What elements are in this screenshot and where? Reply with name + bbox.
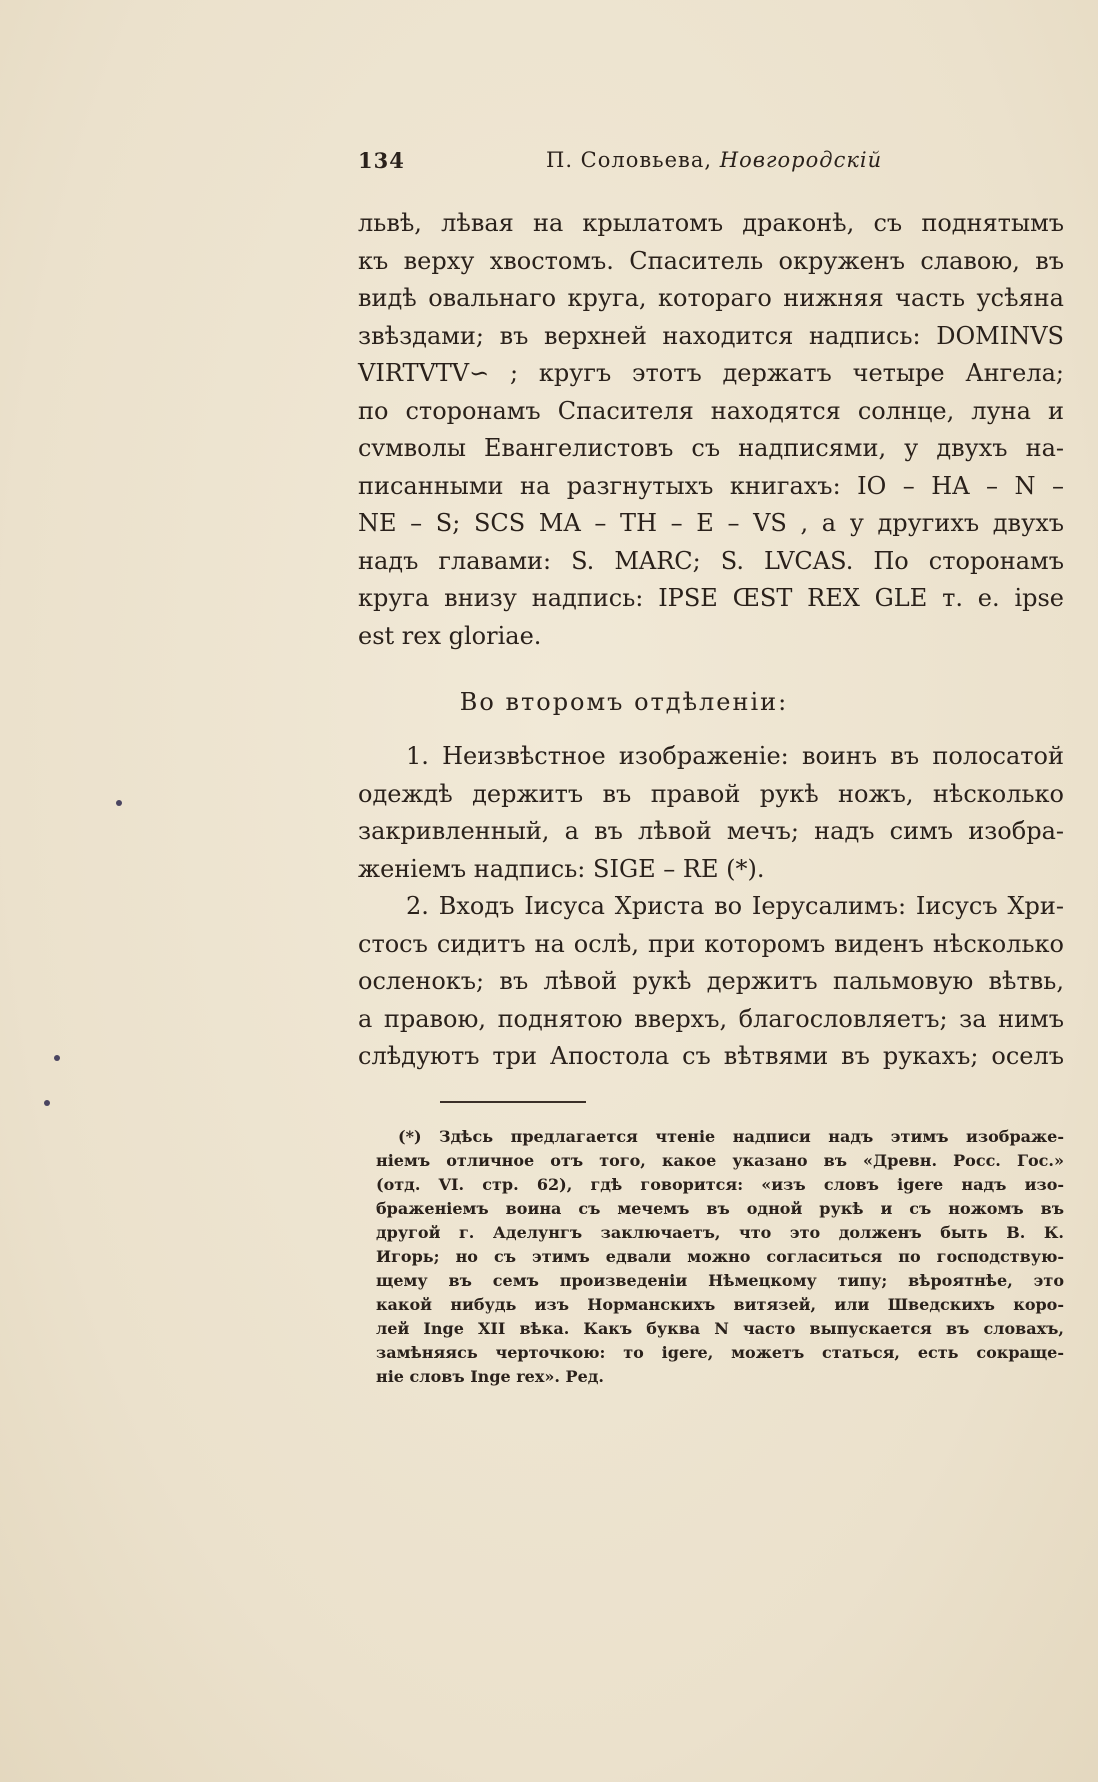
page-header <box>358 148 890 178</box>
footnote-line: лей Inge XII вѣка. Какъ буква N часто выпускается въ словахъ, <box>376 1319 1064 1338</box>
text-line: осленокъ; въ лѣвой рукѣ держитъ пальмовую вѣтвь, <box>358 967 1064 995</box>
text-line: закривленный, а въ лѣвой мечъ; надъ симъ изобра- <box>358 817 1064 845</box>
ink-speck <box>44 1100 50 1106</box>
text-line: къ верху хвостомъ. Спаситель окруженъ славою, въ <box>358 246 1064 275</box>
section-heading: Во второмъ отдѣленіи: <box>459 688 789 716</box>
text-line: а правою, поднятою вверхъ, благословляетъ; за нимъ <box>358 1004 1064 1033</box>
footnote-line: какой нибудь изъ Норманскихъ витязей, или Шведскихъ коро- <box>376 1295 1064 1314</box>
running-title-author: П. Соловьева, <box>546 148 720 172</box>
footnote-line: замѣняясь черточкою: то igere, можетъ статься, есть сокраще- <box>376 1343 1064 1362</box>
text-line: 2. Входъ Іисуса Христа во Іерусалимъ: Іисусъ Хри- <box>406 892 1064 920</box>
text-line: видѣ овальнаго круга, котораго нижняя часть усѣяна <box>358 284 1064 312</box>
footnote-line: (*) Здѣсь предлагается чтеніе надписи надъ этимъ изображе- <box>398 1127 1064 1146</box>
list-item-2 <box>358 888 1064 1076</box>
text-line: по сторонамъ Спасителя находятся солнце, луна и <box>358 396 1064 425</box>
footnote-line: браженіемъ воина съ мечемъ въ одной рукѣ и съ ножомъ въ <box>376 1199 1064 1218</box>
ink-speck <box>116 800 122 806</box>
text-line: сvмволы Евангелистовъ съ надписями, у двухъ на- <box>358 434 1064 462</box>
text-line: одеждѣ держитъ въ правой рукѣ ножъ, нѣсколько <box>358 779 1064 808</box>
list-item-1 <box>358 738 1064 888</box>
footnote-line: щему въ семъ произведеніи Нѣмецкому типу; вѣроятнѣе, это <box>376 1271 1064 1290</box>
ink-speck <box>54 1055 60 1061</box>
running-title-italic: Новгородскій <box>719 148 883 172</box>
text-line: звѣздами; въ верхней находится надпись: DOMINVS <box>358 321 1064 350</box>
main-paragraph <box>358 205 1064 655</box>
text-line: VIRTVTV∽ ; кругъ этотъ держатъ четыре Ангела; <box>358 359 1064 387</box>
text-line: 1. Неизвѣстное изображеніе: воинъ въ полосатой <box>406 742 1064 770</box>
running-title <box>546 148 882 172</box>
text-line: надъ главами: S. MARC; S. LVCAS. По сторонамъ <box>358 546 1064 575</box>
footnote-line: ніемъ отличное отъ того, какое указано въ «Древн. Росс. Гос.» <box>376 1151 1064 1170</box>
footnote-line: другой г. Аделунгъ заключаетъ, что это долженъ быть В. К. <box>376 1223 1064 1242</box>
text-line: женіемъ надпись: SIGE – RE (*). <box>358 854 765 883</box>
footnote-line: Игорь; но съ этимъ едвали можно согласиться по господствую- <box>376 1247 1064 1266</box>
footnote-divider <box>440 1101 586 1103</box>
text-line: NE – S; SCS MA – TH – E – VS , а у другихъ двухъ <box>358 509 1064 537</box>
text-line: круга внизу надпись: IPSE ŒST REX GLE т. е. ipse <box>358 584 1064 612</box>
numbered-list <box>358 738 1064 1076</box>
page-number: 134 <box>358 148 405 173</box>
footnote <box>376 1125 1064 1389</box>
text-line: слѣдуютъ три Апостола съ вѣтвями въ рукахъ; оселъ <box>358 1042 1064 1070</box>
text-line: стосъ сидитъ на ослѣ, при которомъ виденъ нѣсколько <box>358 929 1064 958</box>
footnote-line: ніе словъ Inge rex». Ред. <box>376 1367 604 1386</box>
text-line: львѣ, лѣвая на крылатомъ драконѣ, съ поднятымъ <box>358 209 1064 237</box>
text-line: писанными на разгнутыхъ книгахъ: IO – HA – N – <box>358 471 1064 500</box>
footnote-line: (отд. VI. стр. 62), гдѣ говорится: «изъ словъ igere надъ изо- <box>376 1175 1064 1194</box>
text-line: est rex gloriae. <box>358 621 542 650</box>
